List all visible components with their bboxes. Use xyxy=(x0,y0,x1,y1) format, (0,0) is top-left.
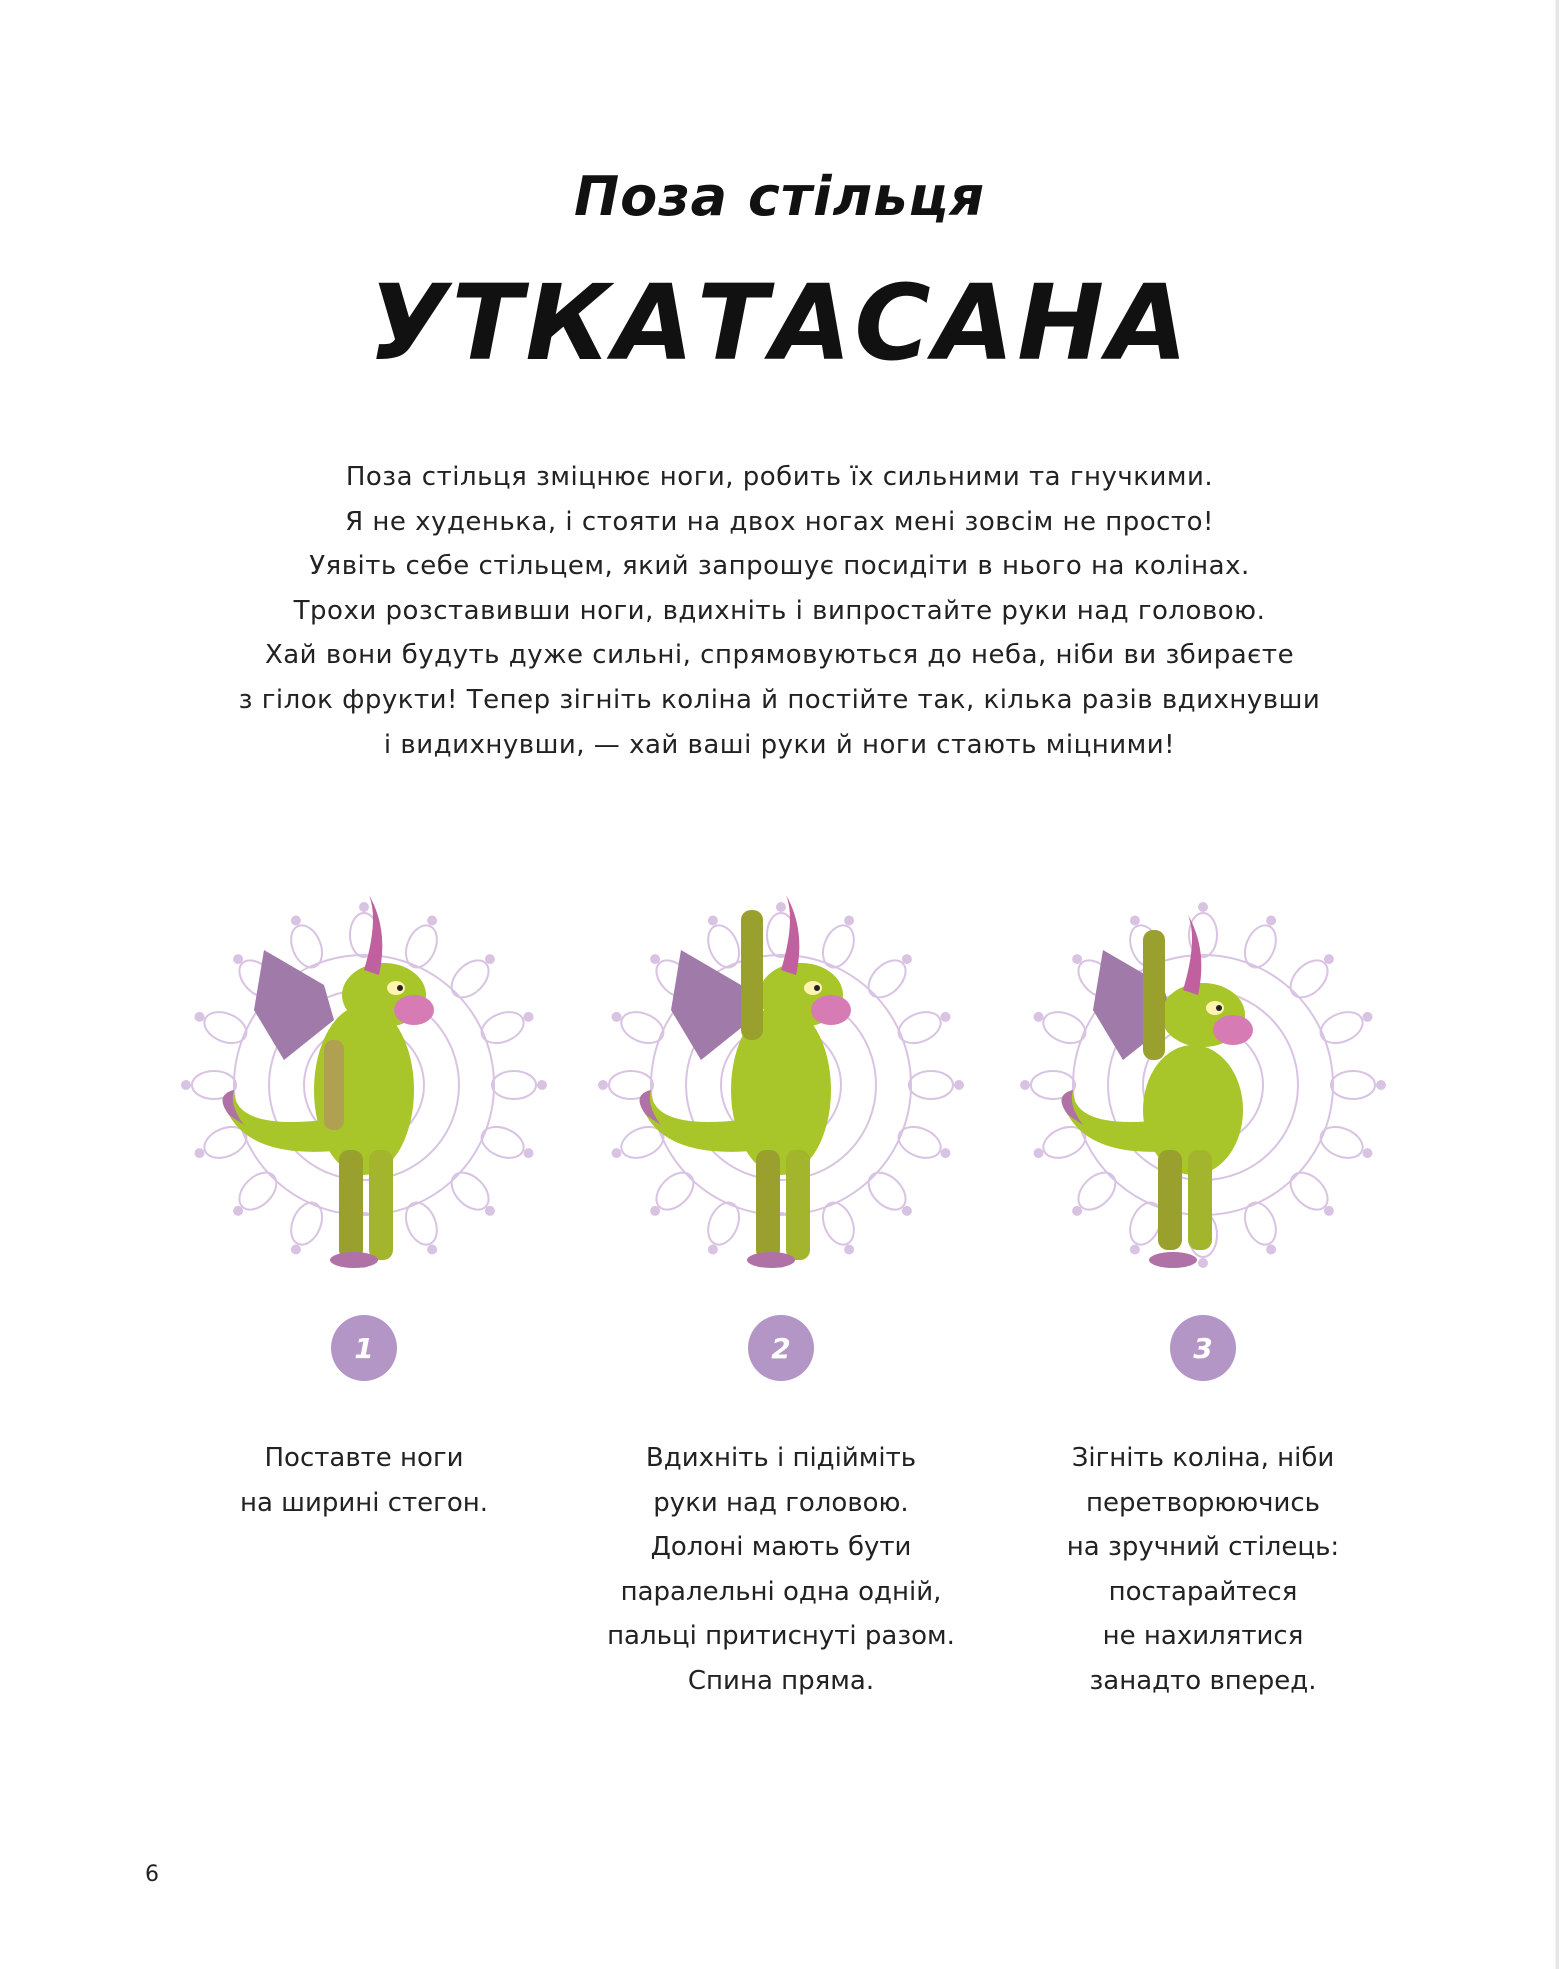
intro-paragraph xyxy=(180,455,1379,767)
step-line: паралельні одна одній, xyxy=(620,1576,942,1607)
step-line: перетворюючись xyxy=(1085,1487,1321,1518)
step-1 xyxy=(164,890,564,1525)
intro-line: Уявіть себе стільцем, який запрошує посидіти в нього на колінах. xyxy=(309,551,1250,582)
step-line: Вдихніть і підійміть xyxy=(645,1443,917,1473)
step-line: Зігніть коліна, ніби xyxy=(1071,1443,1335,1473)
step-2 xyxy=(581,890,981,1704)
intro-line: Хай вони будуть дуже сильні, спрямовуються до неба, ніби ви збираєте xyxy=(264,640,1295,671)
step-3 xyxy=(1003,890,1403,1704)
step-text xyxy=(164,1436,564,1525)
pose-subtitle: Поза стільця xyxy=(573,165,986,228)
intro-line: Я не худенька, і стояти на двох ногах мені зовсім не просто! xyxy=(345,506,1214,537)
step-line: Поставте ноги xyxy=(264,1443,464,1473)
step-text xyxy=(581,1436,981,1704)
dragon-icon xyxy=(1062,915,1253,1268)
dragon-illustration xyxy=(1013,890,1393,1280)
step-line: руки над головою. xyxy=(653,1487,909,1518)
dragon-illustration xyxy=(174,890,554,1280)
step-text xyxy=(1003,1436,1403,1704)
dragon-icon xyxy=(223,895,434,1268)
pose-title: УТКАТАСАНА xyxy=(368,262,1191,384)
dragon-illustration xyxy=(591,890,971,1280)
intro-line: і видихнувши, — хай ваші руки й ноги стають міцними! xyxy=(383,729,1176,760)
step-number-badge: 1 xyxy=(331,1315,397,1381)
dragon-icon xyxy=(640,895,851,1268)
step-line: постарайтеся xyxy=(1108,1576,1298,1607)
intro-line: Поза стільця зміцнює ноги, робить їх сильними та гнучкими. xyxy=(345,462,1214,492)
intro-line: Трохи розставивши ноги, вдихніть і випростайте руки над головою. xyxy=(293,595,1266,626)
page-number: 6 xyxy=(145,1862,159,1887)
step-line: Спина пряма. xyxy=(687,1665,875,1696)
step-line: не нахилятися xyxy=(1102,1621,1304,1652)
step-line: Долоні мають бути xyxy=(650,1532,912,1563)
step-line: пальці притиснуті разом. xyxy=(607,1621,955,1652)
step-line: занадто вперед. xyxy=(1089,1665,1317,1696)
step-number-badge: 3 xyxy=(1170,1315,1236,1381)
intro-line: з гілок фрукти! Тепер зігніть коліна й постійте так, кілька разів вдихнувши xyxy=(238,684,1321,715)
step-number-badge: 2 xyxy=(748,1315,814,1381)
step-line: на зручний стілець: xyxy=(1066,1532,1340,1563)
step-line: на ширині стегон. xyxy=(239,1487,489,1518)
